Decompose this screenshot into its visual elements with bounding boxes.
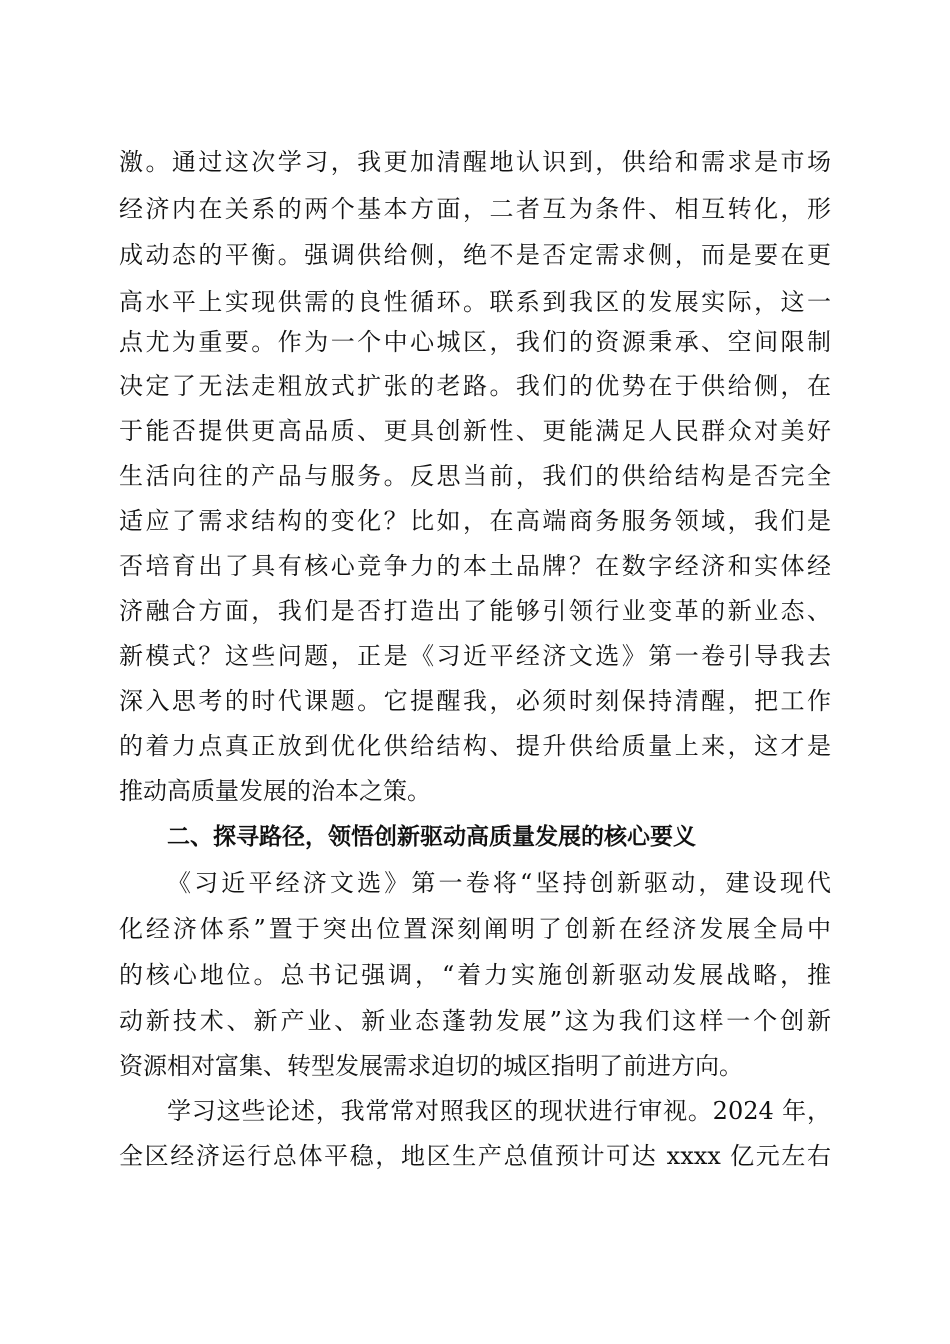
paragraph-line: 于能否提供更高品质、更具创新性、更能满足人民群众对美好 [119,417,831,445]
paragraph-line: 经济内在关系的两个基本方面，二者互为条件、相互转化，形 [119,195,831,223]
paragraph-line: 点尤为重要。作为一个中心城区，我们的资源秉承、空间限制 [119,328,831,356]
paragraph-line: 的核心地位。总书记强调，“着力实施创新驱动发展战略，推 [119,961,831,989]
paragraph-line: 新模式？这些问题，正是《习近平经济文选》第一卷引导我去 [119,642,831,670]
paragraph-line-first: 《习近平经济文选》第一卷将“坚持创新驱动，建设现代 [167,869,831,897]
paragraph-line: 的着力点真正放到优化供给结构、提升供给质量上来，这才是 [119,732,831,760]
paragraph-line: 否培育出了具有核心竞争力的本土品牌？在数字经济和实体经 [119,552,831,580]
paragraph-line: 动新技术、新产业、新业态蓬勃发展”这为我们这样一个创新 [119,1007,831,1035]
paragraph-line: 适应了需求结构的变化？比如，在高端商务服务领域，我们是 [119,507,831,535]
paragraph-line: 济融合方面，我们是否打造出了能够引领行业变革的新业态、 [119,597,831,625]
paragraph-line-last: 推动高质量发展的治本之策。 [119,777,431,805]
paragraph-line: 决定了无法走粗放式扩张的老路。我们的优势在于供给侧，在 [119,372,831,400]
paragraph-line-first: 学习这些论述，我常常对照我区的现状进行审视。2024 年， [167,1097,831,1125]
paragraph-line: 深入思考的时代课题。它提醒我，必须时刻保持清醒，把工作 [119,687,831,715]
paragraph-line: 全区经济运行总体平稳，地区生产总值预计可达 xxxx 亿元左右 [119,1142,831,1170]
paragraph-line: 激。通过这次学习，我更加清醒地认识到，供给和需求是市场 [119,148,831,176]
section-heading: 二、探寻路径，领悟创新驱动高质量发展的核心要义 [167,824,696,850]
paragraph-line: 化经济体系”置于突出位置深刻阐明了创新在经济发展全局中 [119,915,831,943]
paragraph-line: 高水平上实现供需的良性循环。联系到我区的发展实际，这一 [119,288,831,316]
paragraph-line: 成动态的平衡。强调供给侧，绝不是否定需求侧，而是要在更 [119,241,831,269]
paragraph-line-last: 资源相对富集、转型发展需求迫切的城区指明了前进方向。 [119,1052,743,1080]
paragraph-line: 生活向往的产品与服务。反思当前，我们的供给结构是否完全 [119,462,831,490]
